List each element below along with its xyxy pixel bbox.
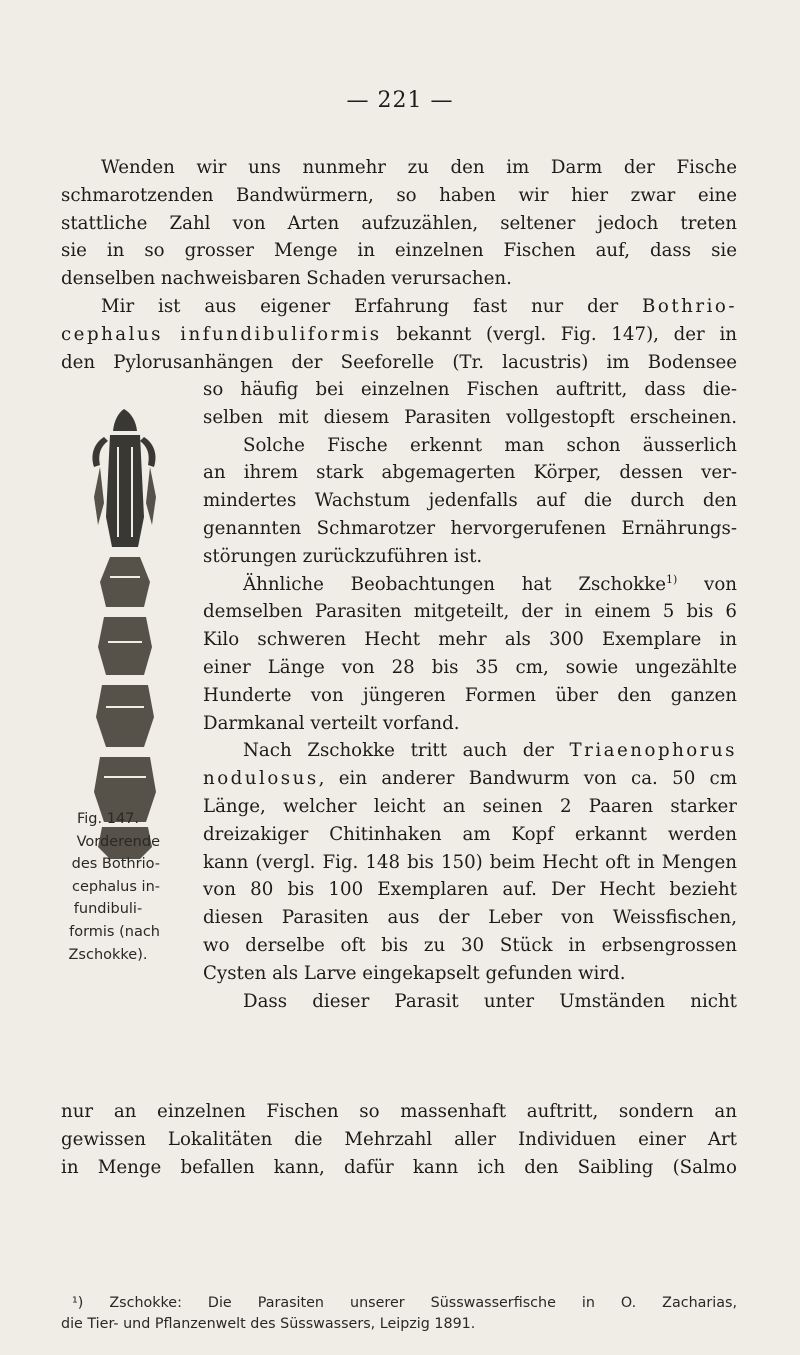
text-line: störungen zurückzuführen ist. bbox=[203, 545, 483, 567]
footnote bbox=[61, 1293, 738, 1335]
text-line: genannten Schmarotzer hervorgerufenen Ernährungs- bbox=[203, 517, 737, 539]
tapeworm-illustration bbox=[80, 407, 170, 862]
text-fragment: Mir ist aus eigener Erfahrung fast nur der bbox=[101, 295, 643, 317]
text-line: wo derselbe oft bis zu 30 Stück in erbsengrossen bbox=[203, 934, 737, 956]
text-line: selben mit diesem Parasiten vollgestopft erscheinen. bbox=[203, 406, 737, 428]
page-number: — 221 — bbox=[346, 88, 454, 113]
text-line: einer Länge von 28 bis 35 cm, sowie ungezählte bbox=[203, 656, 737, 678]
caption-line: Zschokke). bbox=[68, 946, 148, 963]
figure-caption bbox=[56, 808, 160, 966]
bothriocephalus-figure bbox=[80, 407, 170, 862]
text-line: diesen Parasiten aus der Leber von Weissfischen, bbox=[203, 907, 737, 929]
text-line: von 80 bis 100 Exemplaren auf. Der Hecht bezieht bbox=[203, 879, 737, 901]
text-line bbox=[203, 737, 737, 765]
footnote-ref: 1) bbox=[665, 572, 678, 586]
species-name: nodulosus bbox=[203, 768, 319, 790]
text-line: Dass dieser Parasit unter Umständen nicht bbox=[243, 990, 737, 1012]
text-line: dreizakiger Chitinhaken am Kopf erkannt werden bbox=[203, 823, 737, 845]
text-line bbox=[61, 321, 737, 349]
paragraph-closing bbox=[61, 1098, 737, 1181]
text-line: nur an einzelnen Fischen so massenhaft auftritt, sondern an bbox=[61, 1101, 737, 1122]
text-line: so häufig bei einzelnen Fischen auftritt, dass die- bbox=[203, 379, 737, 400]
caption-line: Fig. 147. bbox=[76, 811, 140, 827]
caption-line: fundibuli- bbox=[73, 901, 143, 918]
species-name: Triaenophorus bbox=[569, 740, 737, 762]
text-line: stattliche Zahl von Arten aufzuzählen, seltener jedoch treten bbox=[61, 212, 737, 234]
text-line: Cysten als Larve eingekapselt gefunden wird. bbox=[203, 962, 626, 984]
species-name: Bothrio- bbox=[642, 295, 737, 317]
text-line: in Menge befallen kann, dafür kann ich den Saibling (Salmo bbox=[61, 1156, 737, 1178]
text-line bbox=[203, 571, 737, 599]
species-name: cephalus infundibuliformis bbox=[61, 323, 382, 345]
text-line: kann (vergl. Fig. 148 bis 150) beim Hecht oft in Mengen bbox=[203, 851, 737, 873]
text-fragment: von bbox=[704, 573, 737, 595]
text-fragment: , ein anderer Bandwurm von ca. 50 cm bbox=[318, 768, 737, 790]
text-line bbox=[61, 293, 737, 321]
footnote-line bbox=[72, 1293, 737, 1314]
text-line: Länge, welcher leicht an seinen 2 Paaren starker bbox=[203, 795, 737, 817]
text-fragment: Nach Zschokke tritt auch der bbox=[243, 740, 570, 762]
footnote-marker: ¹) bbox=[72, 1295, 84, 1311]
footnote-line: die Tier- und Pflanzenwelt des Süsswassers, Leipzig 1891. bbox=[61, 1316, 476, 1332]
text-line: sie in so grosser Menge in einzelnen Fischen auf, dass sie bbox=[61, 240, 737, 262]
text-line: den Pylorusanhängen der Seeforelle (Tr. lacustris) im Bodensee bbox=[61, 351, 737, 373]
text-line bbox=[203, 765, 737, 793]
text-fragment: Zschokke: Die Parasiten unserer Süsswasserfische in O. Zacharias, bbox=[109, 1295, 738, 1311]
text-line: mindertes Wachstum jedenfalls auf die durch den bbox=[203, 490, 737, 512]
text-fragment: Ähnliche Beobachtungen hat Zschokke bbox=[243, 573, 666, 595]
caption-line: cephalus in- bbox=[71, 878, 160, 895]
caption-line: des Bothrio- bbox=[71, 856, 160, 873]
caption-line: Vorderende bbox=[76, 833, 160, 850]
paragraph-intro bbox=[61, 154, 737, 376]
text-line: denselben nachweisbaren Schaden verursachen. bbox=[61, 268, 512, 290]
text-line: schmarotzenden Bandwürmern, so haben wir hier zwar eine bbox=[61, 184, 737, 206]
paragraph-column bbox=[203, 376, 737, 1015]
text-line: demselben Parasiten mitgeteilt, der in einem 5 bis 6 bbox=[203, 601, 737, 623]
caption-line: formis (nach bbox=[69, 923, 160, 940]
text-line: Darmkanal verteilt vorfand. bbox=[203, 712, 460, 734]
text-line: Solche Fische erkennt man schon äusserlich bbox=[243, 434, 737, 456]
text-line: Hunderte von jüngeren Formen über den ganzen bbox=[203, 684, 737, 706]
text-line: gewissen Lokalitäten die Mehrzahl aller Individuen einer Art bbox=[61, 1128, 737, 1150]
text-line: an ihrem stark abgemagerten Körper, dessen ver- bbox=[203, 462, 737, 484]
text-line: Wenden wir uns nunmehr zu den im Darm der Fische bbox=[101, 157, 737, 178]
text-line: Kilo schweren Hecht mehr als 300 Exemplare in bbox=[203, 629, 737, 651]
text-fragment: bekannt (vergl. Fig. 147), der in bbox=[381, 323, 737, 345]
